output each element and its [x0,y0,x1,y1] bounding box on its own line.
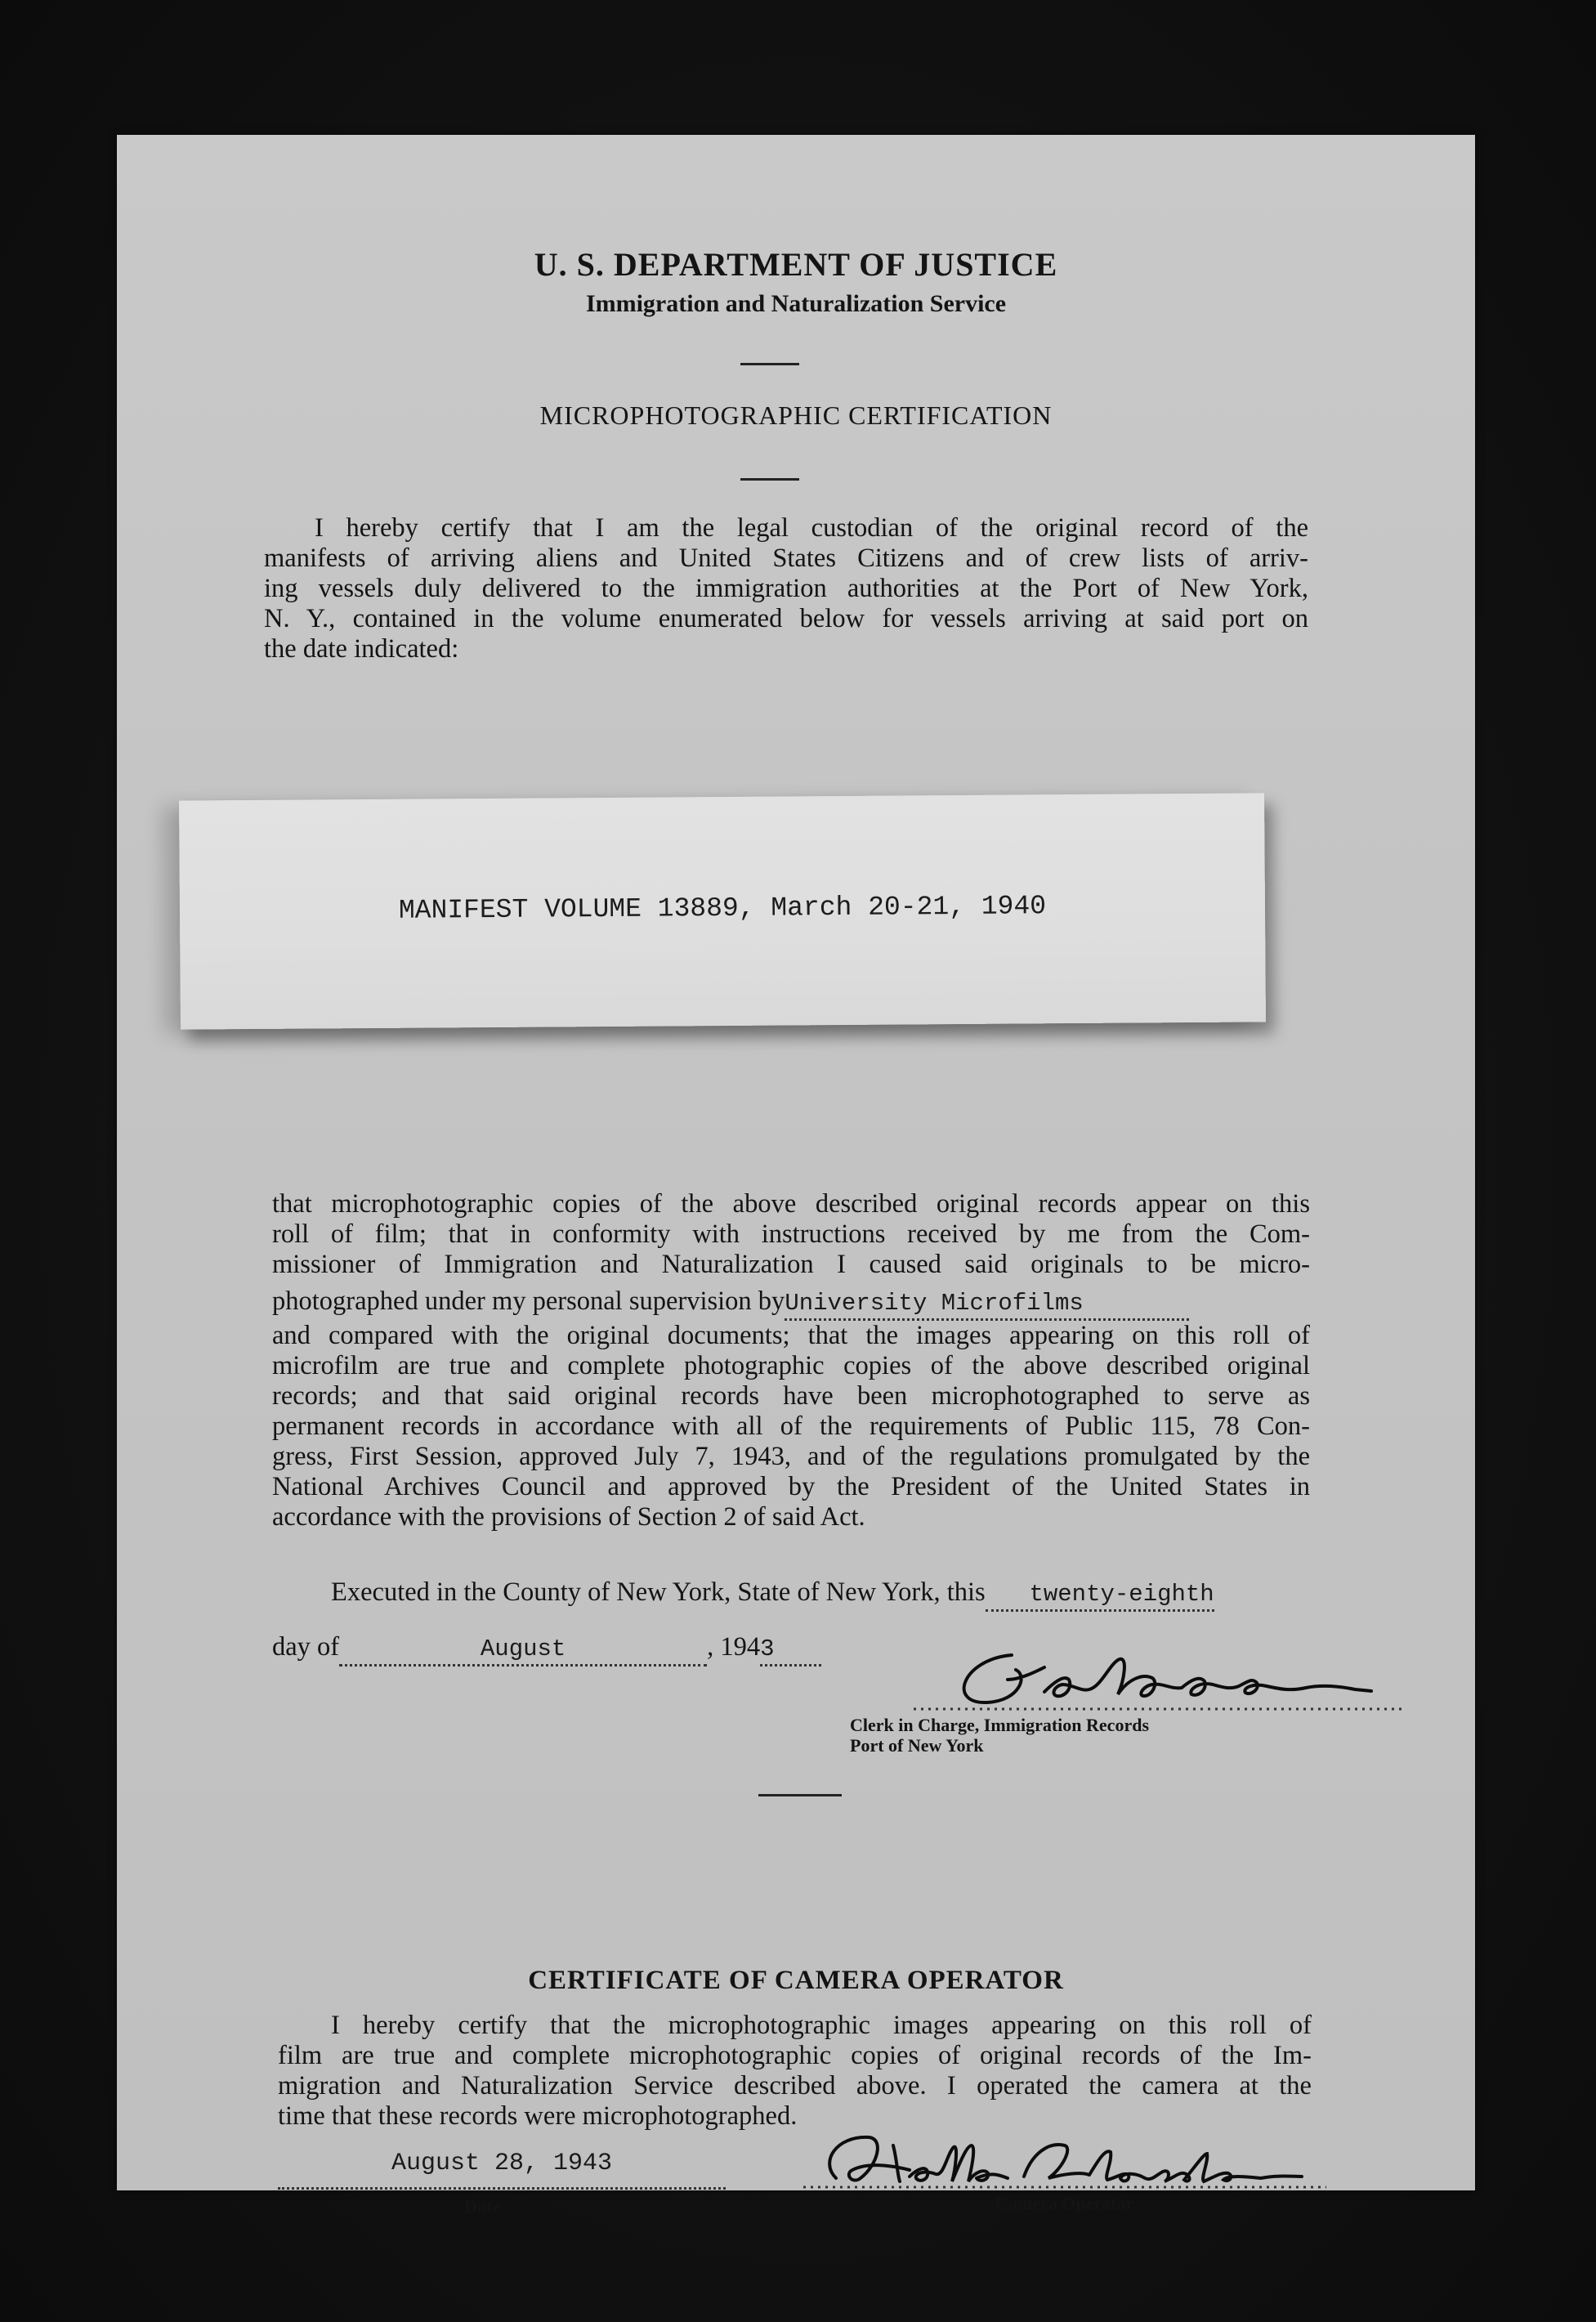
clerk-title-line: Clerk in Charge, Immigration Records [850,1715,1150,1735]
certificate-document [117,135,1475,2217]
body-line: microfilm are true and complete photographic copies of the above described original [272,1351,1310,1380]
year-digit-field [760,1632,821,1667]
body-line: accordance with the provisions of Section 2 of said Act. [272,1502,865,1532]
body-paragraph [272,1189,1310,1532]
executed-line [331,1577,1352,1612]
year-prefix: , 194 [707,1632,761,1662]
divider-rule-2 [740,478,799,481]
day-of-label: day of [272,1632,340,1662]
divider-rule-1 [740,363,799,365]
body-line: and compared with the original documents; that the images appearing on this roll of [272,1321,1310,1350]
camera-paragraph [278,2011,1312,2132]
camera-certificate-title: CERTIFICATE OF CAMERA OPERATOR [528,1966,1064,1995]
manifest-volume-label [179,793,1266,1029]
camera-line: time that these records were microphotographed. [278,2101,798,2131]
intro-line: ing vessels duly delivered to the immigration authorities at the Port of New York, [264,574,1308,603]
intro-line: the date indicated: [264,634,459,664]
executed-prefix: Executed in the County of New York, State of New York, this [331,1577,986,1607]
body-line: missioner of Immigration and Naturalization I caused said originals to be micro- [272,1250,1310,1279]
executed-day: twenty-eighth [1029,1581,1214,1608]
manifest-volume-text: MANIFEST VOLUME 13889, March 20-21, 1940 [398,891,1047,926]
intro-line: N. Y., contained in the volume enumerated below for vessels arriving at said port on [264,604,1308,633]
date-field [278,2150,726,2190]
body-line: that microphotographic copies of the above described original records appear on this [272,1189,1310,1219]
camera-line: migration and Naturalization Service described above. I operated the camera at the [278,2071,1312,2101]
body-line: permanent records in accordance with all of the requirements of Public 115, 78 Con- [272,1412,1310,1441]
intro-line: manifests of arriving aliens and United States Citizens and of crew lists of arriv- [264,544,1308,573]
body-line: gress, First Session, approved July 7, 1943, and of the regulations promulgated by the [272,1442,1310,1471]
date-label: Date [464,2196,500,2217]
camera-line: film are true and complete microphotographic copies of original records of the Im- [278,2041,1312,2070]
camera-line: I hereby certify that the microphotographic images appearing on this roll of [331,2011,1312,2040]
day-of-line [272,1632,942,1667]
supervision-prefix: photographed under my personal supervision by [272,1286,785,1316]
certification-title: MICROPHOTOGRAPHIC CERTIFICATION [539,400,1053,430]
intro-paragraph [264,513,1308,664]
camera-operator-label: Camera Operator [995,2193,1134,2213]
month-value: August [480,1635,566,1662]
service-subheading: Immigration and Naturalization Service [585,290,1007,317]
month-field [339,1632,707,1667]
executed-day-field [986,1577,1214,1612]
clerk-signature [914,1631,1404,1720]
year-digit: 3 [760,1635,775,1662]
body-line: roll of film; that in conformity with instructions received by me from the Com- [272,1219,1310,1249]
supervision-line [272,1286,1310,1321]
clerk-title-line: Port of New York [850,1735,984,1756]
intro-line: I hereby certify that I am the legal custodian of the original record of the [315,513,1308,543]
body-line: records; and that said original records have been microphotographed to serve as [272,1381,1310,1411]
department-heading: U. S. DEPARTMENT OF JUSTICE [534,246,1058,283]
supervision-company-field [785,1286,1189,1321]
divider-rule-3 [758,1794,842,1796]
supervision-company: University Microfilms [785,1290,1084,1317]
camera-operator-signature [803,2129,1326,2194]
date-value: August 28, 1943 [391,2150,613,2177]
clerk-title [850,1715,1149,1756]
body-line: National Archives Council and approved by the President of the United States in [272,1472,1310,1501]
